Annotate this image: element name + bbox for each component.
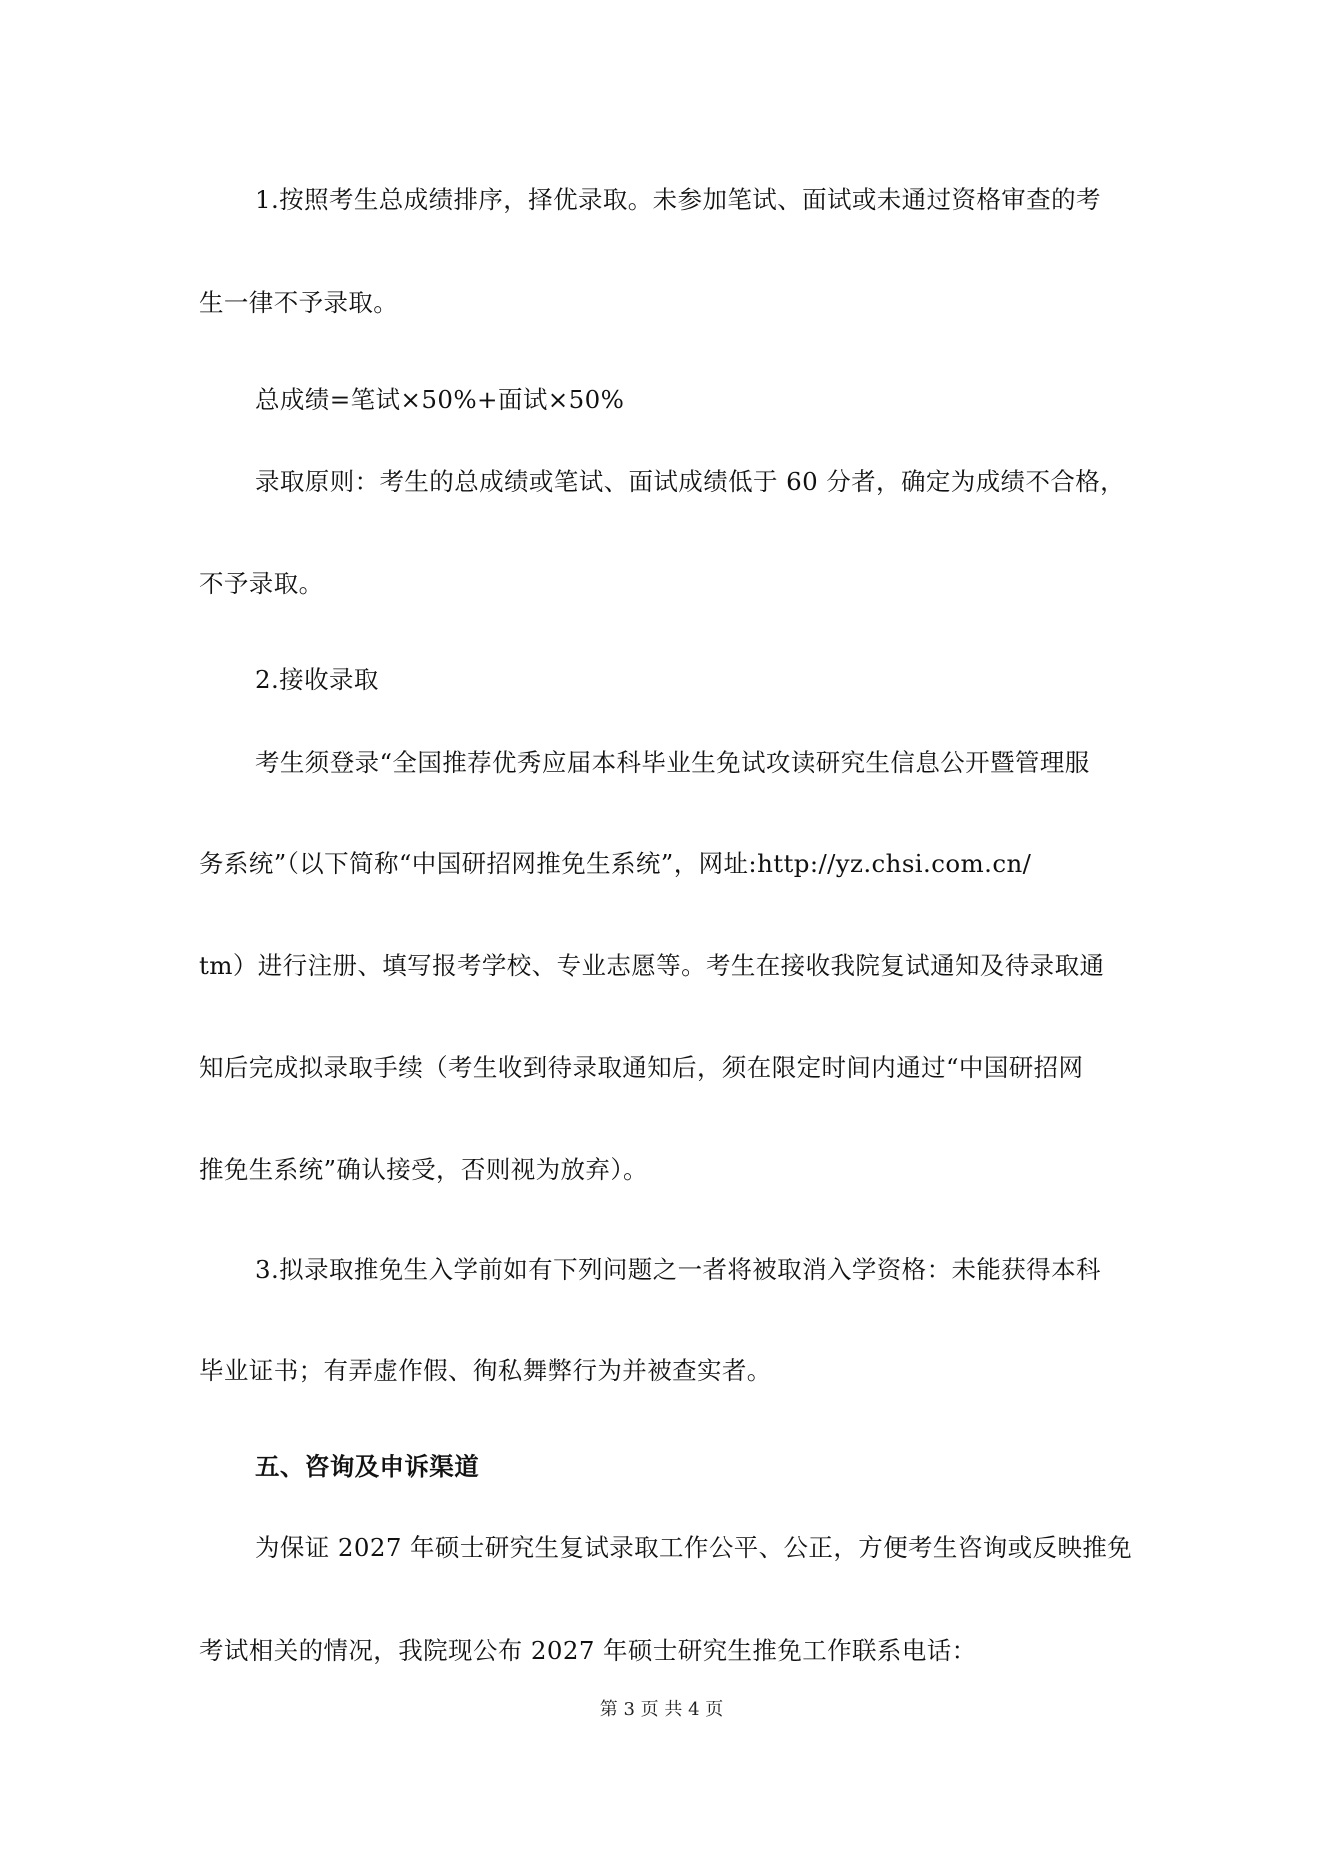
paragraph-line: tm）进行注册、填写报考学校、专业志愿等。考生在接收我院复试通知及待录取通 (199, 951, 1105, 980)
paragraph-line: 知后完成拟录取手续（考生收到待录取通知后，须在限定时间内通过“中国研招网 (199, 1053, 1084, 1082)
subsection-heading: 2.接收录取 (255, 665, 379, 694)
paragraph-line: 1.按照考生总成绩排序，择优录取。未参加笔试、面试或未通过资格审查的考 (255, 185, 1101, 214)
paragraph-line: 务系统”（以下简称“中国研招网推免生系统”，网址:http://yz.chsi.com.cn/ (199, 849, 1032, 878)
paragraph-line: 录取原则：考生的总成绩或笔试、面试成绩低于 60 分者，确定为成绩不合格， (255, 467, 1126, 496)
paragraph-line: 毕业证书；有弄虚作假、徇私舞弊行为并被查实者。 (199, 1356, 772, 1385)
paragraph-line: 生一律不予录取。 (199, 288, 399, 317)
section-heading: 五、咨询及申诉渠道 (255, 1452, 480, 1481)
paragraph-line: 不予录取。 (199, 569, 324, 598)
paragraph-line: 3.拟录取推免生入学前如有下列问题之一者将被取消入学资格：未能获得本科 (255, 1255, 1101, 1284)
page-number-footer: 第 3 页 共 4 页 (599, 1699, 724, 1720)
formula-line: 总成绩=笔试×50%+面试×50% (255, 385, 625, 414)
paragraph-line: 推免生系统”确认接受，否则视为放弃）。 (199, 1155, 648, 1184)
paragraph-line: 考试相关的情况，我院现公布 2027 年硕士研究生推免工作联系电话： (199, 1636, 977, 1665)
paragraph-line: 为保证 2027 年硕士研究生复试录取工作公平、公正，方便考生咨询或反映推免 (255, 1533, 1133, 1562)
paragraph-line: 考生须登录“全国推荐优秀应届本科毕业生免试攻读研究生信息公开暨管理服 (255, 748, 1090, 777)
